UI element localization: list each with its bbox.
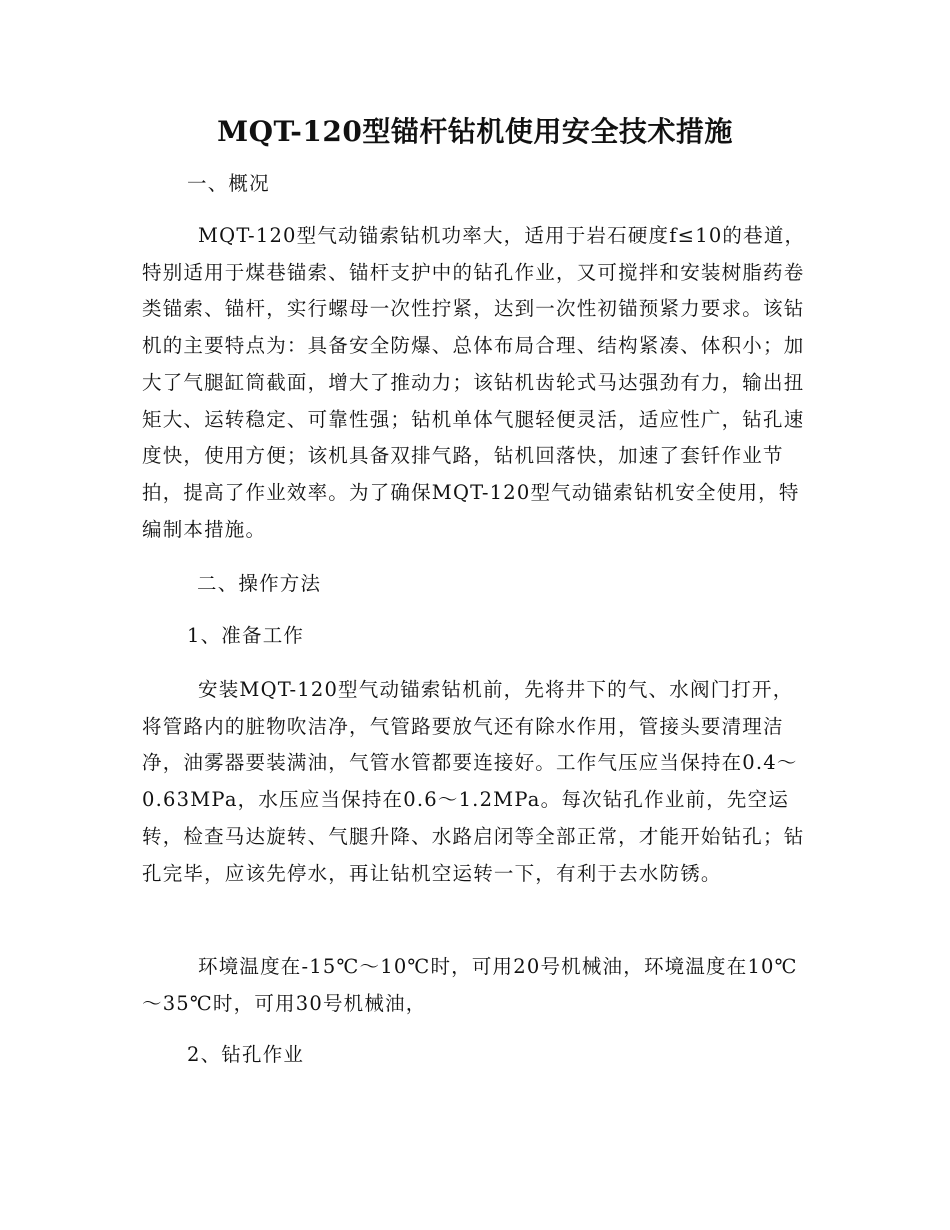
preparation-paragraph: 安装MQT-120型气动锚索钻机前，先将井下的气、水阀门打开，将管路内的脏物吹洁净，气管路要放气还有除水作用，管接头要清理洁净，油雾器要装满油，气管水管都要连接好。工作气压应当保持在0.4～0.63MPa，水压应当保持在0.6～1.2MPa。每次钻孔作业前，先空运转，检查马达旋转、气腿升降、水路启闭等全部正常，才能开始钻孔；钻孔完毕，应该先停水，再让钻机空运转一下，有利于去水防锈。 xyxy=(142,678,805,885)
subsection-heading-drilling: 2、钻孔作业 xyxy=(187,1043,305,1066)
section-heading-overview: 一、概况 xyxy=(187,172,270,195)
subsection-heading-preparation: 1、准备工作 xyxy=(187,624,305,647)
document-title: MQT-120型锚杆钻机使用安全技术措施 xyxy=(217,115,733,148)
section-heading-operation: 二、操作方法 xyxy=(197,572,322,595)
overview-paragraph: MQT-120型气动锚索钻机功率大，适用于岩石硬度f≤10的巷道，特别适用于煤巷锚索、锚杆支护中的钻孔作业，又可搅拌和安装树脂药卷类锚索、锚杆，实行螺母一次性拧紧，达到一次性初锚预紧力要求。该钻机的主要特点为：具备安全防爆、总体布局合理、结构紧凑、体积小；加大了气腿缸筒截面，增大了推动力；该钻机齿轮式马达强劲有力，输出扭矩大、运转稳定、可靠性强；钻机单体气腿轻便灵活，适应性广，钻孔速度快，使用方便；该机具备双排气路，钻机回落快，加速了套钎作业节拍，提高了作业效率。为了确保MQT-120型气动锚索钻机安全使用，特编制本措施。 xyxy=(142,224,806,541)
lubrication-paragraph: 环境温度在-15℃～10℃时，可用20号机械油，环境温度在10℃～35℃时，可用30号机械油， xyxy=(142,955,798,1015)
